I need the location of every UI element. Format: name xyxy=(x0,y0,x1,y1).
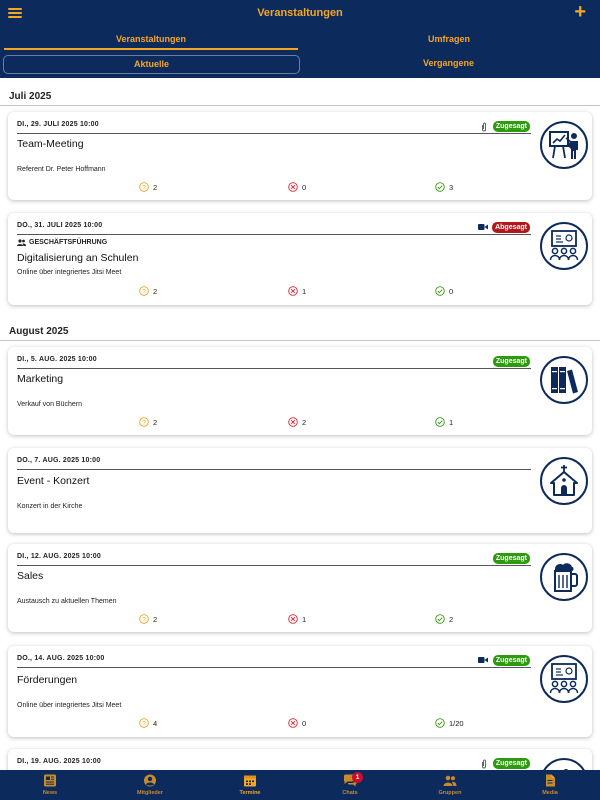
event-card[interactable] xyxy=(8,544,592,632)
status-badge: Zugesagt xyxy=(493,121,530,132)
svg-text:?: ? xyxy=(142,419,146,427)
nav-mitglieder[interactable]: Mitglieder xyxy=(100,770,200,800)
maybe-count: ? 4 xyxy=(139,718,157,728)
calendar-icon xyxy=(243,774,257,787)
event-title: Sales xyxy=(17,570,44,582)
member-icon xyxy=(143,774,157,787)
question-icon xyxy=(139,417,149,427)
sub-tabs xyxy=(0,55,600,74)
subtab-vergangene[interactable]: Vergangene xyxy=(422,58,475,68)
event-description: Online über integriertes Jitsi Meet xyxy=(17,702,122,709)
month-divider xyxy=(0,105,600,106)
event-title: Förderungen xyxy=(17,674,78,686)
month-heading: August 2025 xyxy=(9,326,69,337)
event-description: Konzert in der Kirche xyxy=(17,503,83,510)
accepted-count: 1/20 xyxy=(435,718,464,728)
svg-text:?: ? xyxy=(142,616,146,624)
declined-count: 0 xyxy=(288,718,306,728)
video-icon xyxy=(478,223,488,231)
main-tabs xyxy=(0,28,600,50)
subtab-aktuelle[interactable]: Aktuelle xyxy=(3,55,300,74)
status-badge: Zugesagt xyxy=(493,356,530,367)
nav-termine[interactable]: Termine xyxy=(200,770,300,800)
event-list[interactable] xyxy=(0,78,600,770)
accepted-count: 3 xyxy=(435,182,453,192)
question-icon xyxy=(139,718,149,728)
books-icon xyxy=(540,356,588,404)
event-date: DI., 29. JULI 2025 10:00 xyxy=(17,121,99,128)
declined-count: 2 xyxy=(288,417,306,427)
svg-text:?: ? xyxy=(142,288,146,296)
cross-icon xyxy=(288,182,298,192)
group-icon xyxy=(17,239,26,246)
event-title: Digitalisierung an Schulen xyxy=(17,252,139,264)
svg-text:?: ? xyxy=(142,184,146,192)
beer-icon xyxy=(540,553,588,601)
maybe-count: ? 2 xyxy=(139,614,157,624)
divider xyxy=(17,368,531,369)
event-icon xyxy=(540,758,588,770)
paperclip-icon xyxy=(481,759,487,769)
divider xyxy=(17,469,531,470)
divider xyxy=(17,565,531,566)
event-date: DI., 12. AUG. 2025 10:00 xyxy=(17,553,101,560)
question-icon xyxy=(139,286,149,296)
cross-icon xyxy=(288,417,298,427)
month-divider xyxy=(0,340,600,341)
declined-count: 1 xyxy=(288,614,306,624)
classroom-icon xyxy=(540,222,588,270)
video-icon xyxy=(478,656,488,664)
cross-icon xyxy=(288,718,298,728)
event-title: Event - Konzert xyxy=(17,475,90,487)
event-card[interactable] xyxy=(8,347,592,435)
media-icon xyxy=(543,774,557,787)
accepted-count: 2 xyxy=(435,614,453,624)
check-icon xyxy=(435,614,445,624)
status-badge: Abgesagt xyxy=(492,222,530,233)
divider xyxy=(17,667,531,668)
response-counts xyxy=(8,718,592,730)
event-date: DO., 31. JULI 2025 10:00 xyxy=(17,222,103,229)
response-counts xyxy=(8,286,592,298)
presentation-icon xyxy=(540,121,588,169)
church-icon xyxy=(540,457,588,505)
question-icon xyxy=(139,614,149,624)
check-icon xyxy=(435,417,445,427)
paperclip-icon xyxy=(481,122,487,132)
event-card[interactable] xyxy=(8,448,592,533)
event-description: Online über integriertes Jitsi Meet xyxy=(17,269,122,276)
unread-badge: 1 xyxy=(352,772,363,783)
cross-icon xyxy=(288,286,298,296)
maybe-count: ? 2 xyxy=(139,286,157,296)
classroom-icon xyxy=(540,655,588,703)
check-icon xyxy=(435,182,445,192)
declined-count: 0 xyxy=(288,182,306,192)
status-badge: Zugesagt xyxy=(493,758,530,769)
event-date: DO., 14. AUG. 2025 10:00 xyxy=(17,655,105,662)
app-header xyxy=(0,0,600,78)
response-counts xyxy=(8,614,592,626)
declined-count: 1 xyxy=(288,286,306,296)
check-icon xyxy=(435,286,445,296)
event-date: DO., 7. AUG. 2025 10:00 xyxy=(17,457,101,464)
event-description: Referent Dr. Peter Hoffmann xyxy=(17,166,106,173)
check-icon xyxy=(435,718,445,728)
nav-chats[interactable]: 1 Chats xyxy=(300,770,400,800)
question-icon xyxy=(139,182,149,192)
accepted-count: 1 xyxy=(435,417,453,427)
bottom-navigation xyxy=(0,770,600,800)
nav-news[interactable]: News xyxy=(0,770,100,800)
event-card[interactable] xyxy=(8,213,592,305)
event-description: Austausch zu aktuellen Themen xyxy=(17,598,117,605)
svg-text:?: ? xyxy=(142,720,146,728)
maybe-count: ? 2 xyxy=(139,417,157,427)
accepted-count: 0 xyxy=(435,286,453,296)
page-title: Veranstaltungen xyxy=(257,7,343,19)
divider xyxy=(17,133,531,134)
status-badge: Zugesagt xyxy=(493,655,530,666)
tab-veranstaltungen[interactable]: Veranstaltungen xyxy=(4,28,298,50)
event-date: DI., 5. AUG. 2025 10:00 xyxy=(17,356,97,363)
add-event-button[interactable]: + xyxy=(574,1,586,23)
event-title: Team-Meeting xyxy=(17,138,84,150)
response-counts xyxy=(8,182,592,194)
event-card[interactable] xyxy=(8,646,592,737)
news-icon xyxy=(43,774,57,787)
divider xyxy=(17,234,531,235)
groups-icon xyxy=(443,774,457,787)
event-title: Marketing xyxy=(17,373,64,385)
event-date: DI., 19. AUG. 2025 10:00 xyxy=(17,758,101,765)
cross-icon xyxy=(288,614,298,624)
event-group: GESCHÄFTSFÜHRUNG xyxy=(17,239,107,246)
nav-gruppen[interactable]: Gruppen xyxy=(400,770,500,800)
maybe-count: ? 2 xyxy=(139,182,157,192)
response-counts xyxy=(8,417,592,429)
event-card[interactable] xyxy=(8,749,592,770)
month-heading: Juli 2025 xyxy=(9,91,52,102)
event-card[interactable] xyxy=(8,112,592,200)
nav-media[interactable]: Media xyxy=(500,770,600,800)
event-description: Verkauf von Büchern xyxy=(17,401,82,408)
tab-umfragen[interactable]: Umfragen xyxy=(427,34,470,44)
status-badge: Zugesagt xyxy=(493,553,530,564)
